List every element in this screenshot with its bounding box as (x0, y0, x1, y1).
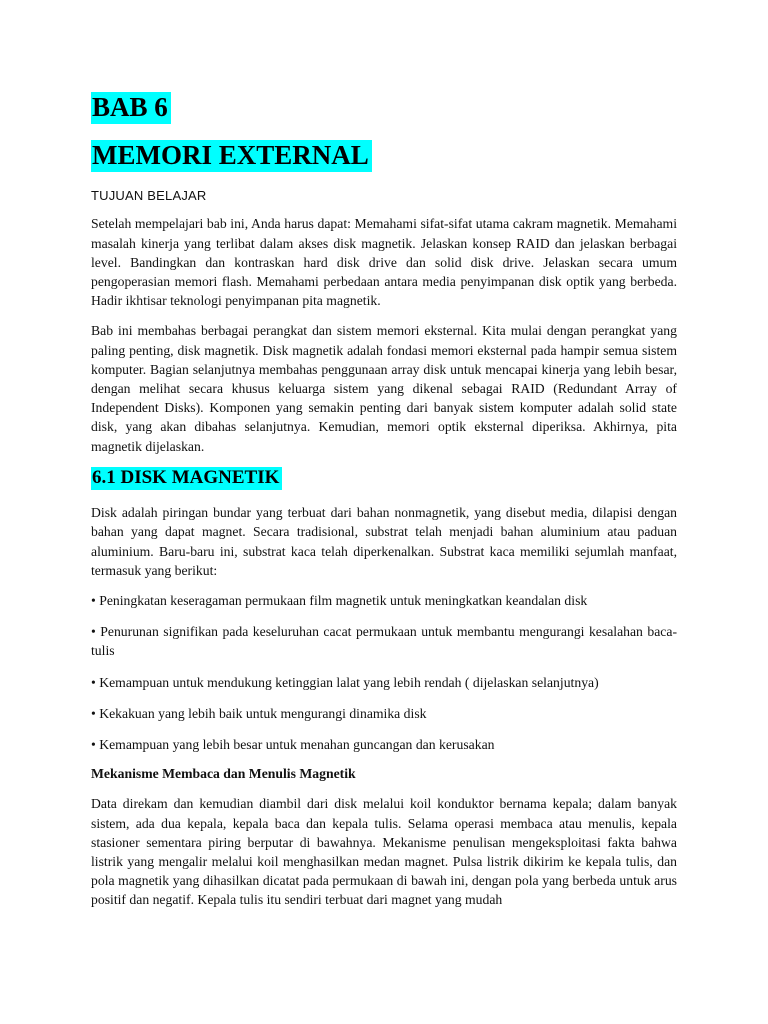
intro-paragraph: Bab ini membahas berbagai perangkat dan sistem memori eksternal. Kita mulai dengan perangkat yang paling penting, disk magnetik. Disk magnetik adalah fondasi memori eksternal pada hampir semua sistem komputer. Bagian selanjutnya membahas penggunaan array disk untuk mencapai kinerja yang lebih besar, dengan melihat secara khusus keluarga sistem yang dikenal sebagai RAID (Redundant Array of Independent Disks). Komponen yang semakin penting dari banyak sistem komputer adalah solid state disk, yang akan dibahas selanjutnya. Kemudian, memori optik eksternal diperiksa. Akhirnya, pita magnetik dijelaskan. (91, 323, 677, 454)
section-heading: 6.1 DISK MAGNETIK (91, 467, 282, 491)
list-item: • Kemampuan untuk mendukung ketinggian lalat yang lebih rendah ( dijelaskan selanjutnya) (91, 674, 599, 690)
list-item: • Peningkatan keseragaman permukaan film magnetik untuk meningkatkan keandalan disk (91, 593, 588, 609)
objectives-heading: TUJUAN BELAJAR (91, 188, 207, 204)
chapter-title: MEMORI EXTERNAL (91, 140, 372, 172)
list-item: • Kemampuan yang lebih besar untuk menahan guncangan dan kerusakan (91, 737, 495, 753)
chapter-title-block (91, 140, 677, 172)
objectives-paragraph: Setelah mempelajari bab ini, Anda harus dapat: Memahami sifat-sifat utama cakram magnetik. Memahami masalah kinerja yang terlibat dalam akses disk magnetik. Jelaskan konsep RAID dan jelaskan berbagai level. Bandingkan dan kontraskan hard disk drive dan solid disk drive. Jelaskan secara umum pengoperasian memori flash. Memahami perbedaan antara media penyimpanan disk optik yang berbeda. Hadir ikhtisar teknologi penyimpanan pita magnetik. (91, 216, 677, 309)
section-paragraph: Disk adalah piringan bundar yang terbuat dari bahan nonmagnetik, yang disebut media, dilapisi dengan bahan yang dapat magnet. Secara tradisional, substrat telah menjadi bahan aluminium atau paduan aluminium. Baru-baru ini, substrat kaca telah diperkenalkan. Substrat kaca memiliki sejumlah manfaat, termasuk yang berikut: (91, 505, 677, 578)
document-page (91, 92, 677, 921)
chapter-heading-block (91, 92, 677, 124)
list-item: • Penurunan signifikan pada keseluruhan cacat permukaan untuk membantu mengurangi kesalahan baca-tulis (91, 624, 677, 659)
list-item: • Kekakuan yang lebih baik untuk mengurangi dinamika disk (91, 705, 427, 721)
chapter-heading: BAB 6 (91, 92, 171, 124)
section-heading-block (91, 467, 677, 491)
subsection-paragraph: Data direkam dan kemudian diambil dari disk melalui koil konduktor bernama kepala; dalam banyak sistem, ada dua kepala, kepala baca dan kepala tulis. Selama operasi membaca atau menulis, kepala stasioner sementara piring berputar di bawahnya. Mekanisme penulisan mengeksploitasi fakta bahwa listrik yang mengalir melalui koil menghasilkan medan magnet. Pulsa listrik dikirim ke kepala tulis, dan pola magnetik yang dihasilkan dicatat pada permukaan di bawah ini, dengan pola yang berbeda untuk arus positif dan negatif. Kepala tulis itu sendiri terbuat dari magnet yang mudah (91, 796, 677, 908)
subsection-heading: Mekanisme Membaca dan Menulis Magnetik (91, 766, 356, 782)
